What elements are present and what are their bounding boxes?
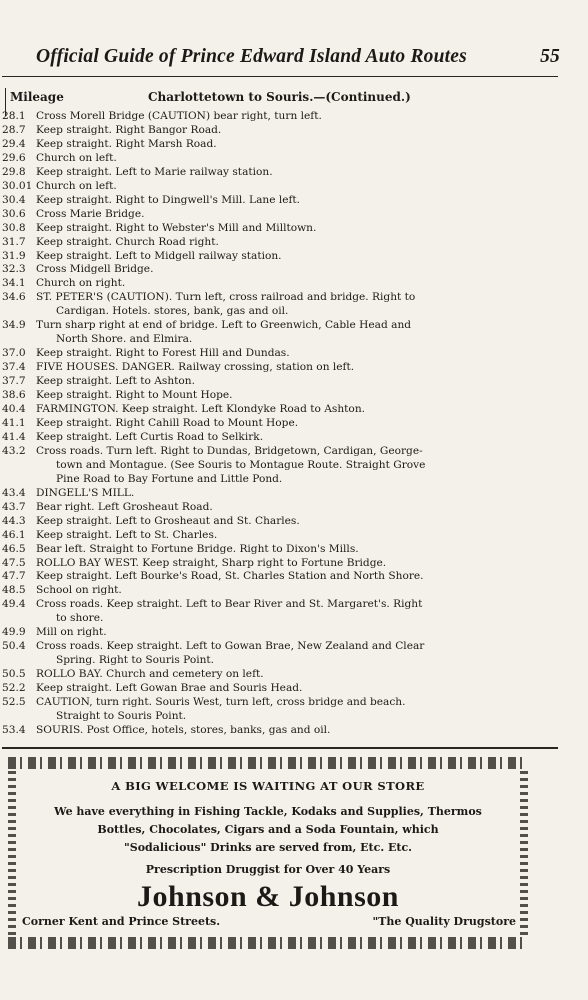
route-entry: [2, 361, 542, 375]
ad-description-line-2: Bottles, Chocolates, Cigars and a Soda Fountain, which: [97, 823, 439, 836]
route-entry: [2, 124, 542, 138]
ad-description-line-3: "Sodalicious" Drinks are served from, Etc. Etc.: [124, 841, 412, 854]
entry-text: [36, 389, 542, 403]
route-entry: [2, 236, 542, 250]
entry-mileage: 41.1: [2, 416, 26, 429]
ad-subline: Prescription Druggist for Over 40 Years: [145, 863, 391, 876]
footer-rule: [2, 747, 558, 749]
route-entry: [2, 277, 542, 291]
entry-text: [36, 263, 542, 277]
entry-mileage: 37.4: [2, 361, 26, 374]
route-entry: [2, 515, 542, 529]
entry-text-line: Church on left.: [36, 179, 117, 192]
entry-text: [36, 375, 542, 389]
route-entry: [2, 668, 542, 682]
entry-text: [36, 682, 542, 696]
entry-text: [36, 124, 542, 138]
entry-mileage: 37.7: [2, 375, 26, 388]
entry-mileage: 41.4: [2, 430, 26, 443]
entry-text-line: Turn sharp right at end of bridge. Left to Greenwich, Cable Head and: [36, 319, 412, 332]
route-entry: [2, 584, 542, 598]
route-entry: [2, 403, 542, 417]
entry-text: [36, 417, 542, 431]
entry-text-line: Keep straight. Left to Marie railway station.: [36, 165, 273, 178]
ad-headline: A BIG WELCOME IS WAITING AT OUR STORE: [111, 779, 425, 793]
entry-text: [36, 445, 542, 487]
entry-mileage: 47.7: [2, 570, 26, 583]
entry-text: [36, 319, 542, 347]
entry-text: [36, 208, 542, 222]
entry-text-line: Keep straight. Left to Midgell railway station.: [36, 249, 282, 262]
entry-text-line: Keep straight. Left to Grosheaut and St. Charles.: [36, 514, 300, 527]
ad-border-bottom: [8, 937, 528, 949]
entry-text-line: Keep straight. Left Gowan Brae and Souris Head.: [36, 682, 303, 695]
route-entry: [2, 208, 542, 222]
route-entry: [2, 291, 542, 319]
route-entry: [2, 570, 542, 584]
entry-text: [36, 152, 542, 166]
entry-mileage: 31.9: [2, 249, 26, 262]
ad-description-line-1: We have everything in Fishing Tackle, Kodaks and Supplies, Thermos: [54, 805, 482, 818]
entry-text-line: Keep straight. Right Cahill Road to Mount Hope.: [36, 416, 299, 429]
route-entry: [2, 682, 542, 696]
entry-continuation: Pine Road to Bay Fortune and Little Pond.: [56, 472, 283, 485]
entry-text: [36, 529, 542, 543]
entry-text: [36, 236, 542, 250]
entry-text: [36, 138, 542, 152]
entry-text-line: FARMINGTON. Keep straight. Left Klondyke Road to Ashton.: [36, 403, 366, 416]
entry-text: [36, 250, 542, 264]
entry-text-line: DINGELL'S MILL.: [36, 486, 135, 499]
route-entry: [2, 347, 542, 361]
entry-text-line: Cross Marie Bridge.: [36, 207, 145, 220]
entry-mileage: 46.5: [2, 542, 26, 555]
entry-text: [36, 543, 542, 557]
entry-text: [36, 626, 542, 640]
route-entry: [2, 194, 542, 208]
route-entry: [2, 375, 542, 389]
entry-text: [36, 598, 542, 626]
running-header: [36, 46, 560, 68]
route-entry: [2, 543, 542, 557]
ad-address: Corner Kent and Prince Streets.: [22, 915, 221, 928]
entry-mileage: 43.2: [2, 444, 26, 457]
route-entry: [2, 557, 542, 571]
entry-mileage: 47.5: [2, 556, 26, 569]
entry-text-line: Keep straight. Left to Ashton.: [36, 375, 195, 388]
entry-mileage: 48.5: [2, 584, 26, 597]
entry-mileage: 29.4: [2, 137, 26, 150]
entry-text: [36, 487, 542, 501]
entry-text-line: ROLLO BAY WEST. Keep straight, Sharp right to Fortune Bridge.: [36, 556, 387, 569]
entry-text: [36, 180, 542, 194]
ad-body: [22, 779, 514, 914]
entry-text: [36, 277, 542, 291]
route-entry: [2, 431, 542, 445]
advertisement: [8, 757, 528, 949]
entry-text: [36, 724, 542, 738]
entry-text-line: ST. PETER'S (CAUTION). Turn left, cross railroad and bridge. Right to: [36, 291, 416, 304]
entry-text: [36, 696, 542, 724]
entry-text: [36, 515, 542, 529]
route-entry: [2, 263, 542, 277]
entry-text-line: Keep straight. Right to Mount Hope.: [36, 389, 233, 402]
entry-text: [36, 361, 542, 375]
entry-mileage: 43.7: [2, 500, 26, 513]
column-header: [0, 90, 556, 106]
entry-mileage: 30.8: [2, 221, 26, 234]
entry-text: [36, 194, 542, 208]
entry-text: [36, 431, 542, 445]
entry-continuation: Straight to Souris Point.: [56, 709, 187, 722]
entry-text-line: Keep straight. Right Marsh Road.: [36, 137, 217, 150]
entry-continuation: town and Montague. (See Souris to Montague Route. Straight Grove: [56, 458, 426, 471]
route-entries: [2, 110, 542, 738]
entry-text: [36, 166, 542, 180]
entry-mileage: 30.01: [2, 179, 33, 192]
route-entry: [2, 222, 542, 236]
entry-text-line: Keep straight. Left to St. Charles.: [36, 528, 218, 541]
entry-text-line: Bear right. Left Grosheaut Road.: [36, 500, 213, 513]
entry-mileage: 52.2: [2, 682, 26, 695]
route-entry: [2, 110, 542, 124]
entry-text: [36, 403, 542, 417]
entry-mileage: 49.4: [2, 598, 26, 611]
entry-continuation: North Shore. and Elmira.: [56, 333, 193, 346]
entry-text-line: Church on right.: [36, 277, 126, 290]
entry-text: [36, 347, 542, 361]
entry-text: [36, 501, 542, 515]
entry-text-line: Cross roads. Turn left. Right to Dundas, Bridgetown, Cardigan, George-: [36, 444, 423, 457]
ad-description: [22, 803, 514, 857]
page-number: 55: [540, 46, 560, 67]
entry-text-line: School on right.: [36, 584, 122, 597]
entry-mileage: 34.9: [2, 319, 26, 332]
route-entry: [2, 501, 542, 515]
route-entry: [2, 319, 542, 347]
entry-text-line: Keep straight. Church Road right.: [36, 235, 219, 248]
route-entry: [2, 598, 542, 626]
entry-text-line: Bear left. Straight to Fortune Bridge. Right to Dixon's Mills.: [36, 542, 359, 555]
route-entry: [2, 152, 542, 166]
entry-mileage: 53.4: [2, 723, 26, 736]
entry-text-line: Keep straight. Right to Forest Hill and Dundas.: [36, 347, 290, 360]
entry-text-line: Keep straight. Right Bangor Road.: [36, 123, 222, 136]
entry-continuation: Cardigan. Hotels. stores, bank, gas and oil.: [56, 305, 289, 318]
route-entry: [2, 180, 542, 194]
entry-text-line: Cross roads. Keep straight. Left to Bear River and St. Margaret's. Right: [36, 598, 423, 611]
entry-mileage: 49.9: [2, 626, 26, 639]
ad-store-name: Johnson & Johnson: [137, 880, 399, 913]
entry-mileage: 52.5: [2, 696, 26, 709]
route-entry: [2, 138, 542, 152]
entry-text: [36, 222, 542, 236]
entry-text: [36, 668, 542, 682]
entry-mileage: 28.7: [2, 123, 26, 136]
ad-border-left: [8, 771, 16, 935]
entry-text-line: Cross Morell Bridge (CAUTION) bear right, turn left.: [36, 110, 322, 122]
entry-mileage: 50.4: [2, 640, 26, 653]
mileage-heading: Mileage: [10, 90, 64, 104]
entry-mileage: 44.3: [2, 514, 26, 527]
route-entry: [2, 724, 542, 738]
route-entry: [2, 417, 542, 431]
entry-text-line: Mill on right.: [36, 626, 107, 639]
ad-footer: [22, 915, 516, 928]
entry-mileage: 50.5: [2, 668, 26, 681]
entry-mileage: 31.7: [2, 235, 26, 248]
route-entry: [2, 389, 542, 403]
route-entry: [2, 445, 542, 487]
route-entry: [2, 487, 542, 501]
entry-text: [36, 640, 542, 668]
entry-text: [36, 291, 542, 319]
ad-border-top: [8, 757, 528, 769]
entry-mileage: 46.1: [2, 528, 26, 541]
entry-mileage: 38.6: [2, 389, 26, 402]
entry-text-line: FIVE HOUSES. DANGER. Railway crossing, station on left.: [36, 361, 355, 374]
entry-text-line: CAUTION, turn right. Souris West, turn left, cross bridge and beach.: [36, 696, 406, 709]
route-entry: [2, 166, 542, 180]
entry-mileage: 28.1: [2, 110, 26, 122]
entry-mileage: 34.6: [2, 291, 26, 304]
entry-mileage: 37.0: [2, 347, 26, 360]
route-entry: [2, 529, 542, 543]
entry-text-line: Cross Midgell Bridge.: [36, 263, 154, 276]
entry-text: [36, 584, 542, 598]
route-entry: [2, 626, 542, 640]
entry-text-line: Keep straight. Right to Webster's Mill and Milltown.: [36, 221, 317, 234]
route-entry: [2, 640, 542, 668]
route-entry: [2, 250, 542, 264]
entry-mileage: 29.8: [2, 165, 26, 178]
entry-mileage: 32.3: [2, 263, 26, 276]
entry-text: [36, 110, 542, 124]
entry-text: [36, 570, 542, 584]
entry-text-line: SOURIS. Post Office, hotels, stores, banks, gas and oil.: [36, 723, 331, 736]
entry-continuation: to shore.: [56, 612, 104, 625]
ad-tagline: "The Quality Drugstore: [372, 915, 516, 928]
header-rule: [2, 76, 558, 77]
entry-mileage: 30.6: [2, 207, 26, 220]
entry-text-line: ROLLO BAY. Church and cemetery on left.: [36, 668, 264, 681]
entry-text-line: Church on left.: [36, 151, 117, 164]
entry-text: [36, 557, 542, 571]
entry-text-line: Keep straight. Left Curtis Road to Selkirk.: [36, 430, 264, 443]
entry-mileage: 30.4: [2, 193, 26, 206]
entry-text-line: Keep straight. Right to Dingwell's Mill. Lane left.: [36, 193, 301, 206]
entry-continuation: Spring. Right to Souris Point.: [56, 654, 215, 667]
entry-mileage: 29.6: [2, 151, 26, 164]
route-entry: [2, 696, 542, 724]
route-heading: Charlottetown to Souris.—(Continued.): [148, 90, 411, 104]
ad-border-right: [520, 771, 528, 935]
header-title: Official Guide of Prince Edward Island Auto Routes: [36, 46, 467, 67]
entry-text-line: Keep straight. Left Bourke's Road, St. Charles Station and North Shore.: [36, 570, 424, 583]
entry-text-line: Cross roads. Keep straight. Left to Gowan Brae, New Zealand and Clear: [36, 640, 425, 653]
entry-mileage: 40.4: [2, 403, 26, 416]
entry-mileage: 34.1: [2, 277, 26, 290]
entry-mileage: 43.4: [2, 486, 26, 499]
